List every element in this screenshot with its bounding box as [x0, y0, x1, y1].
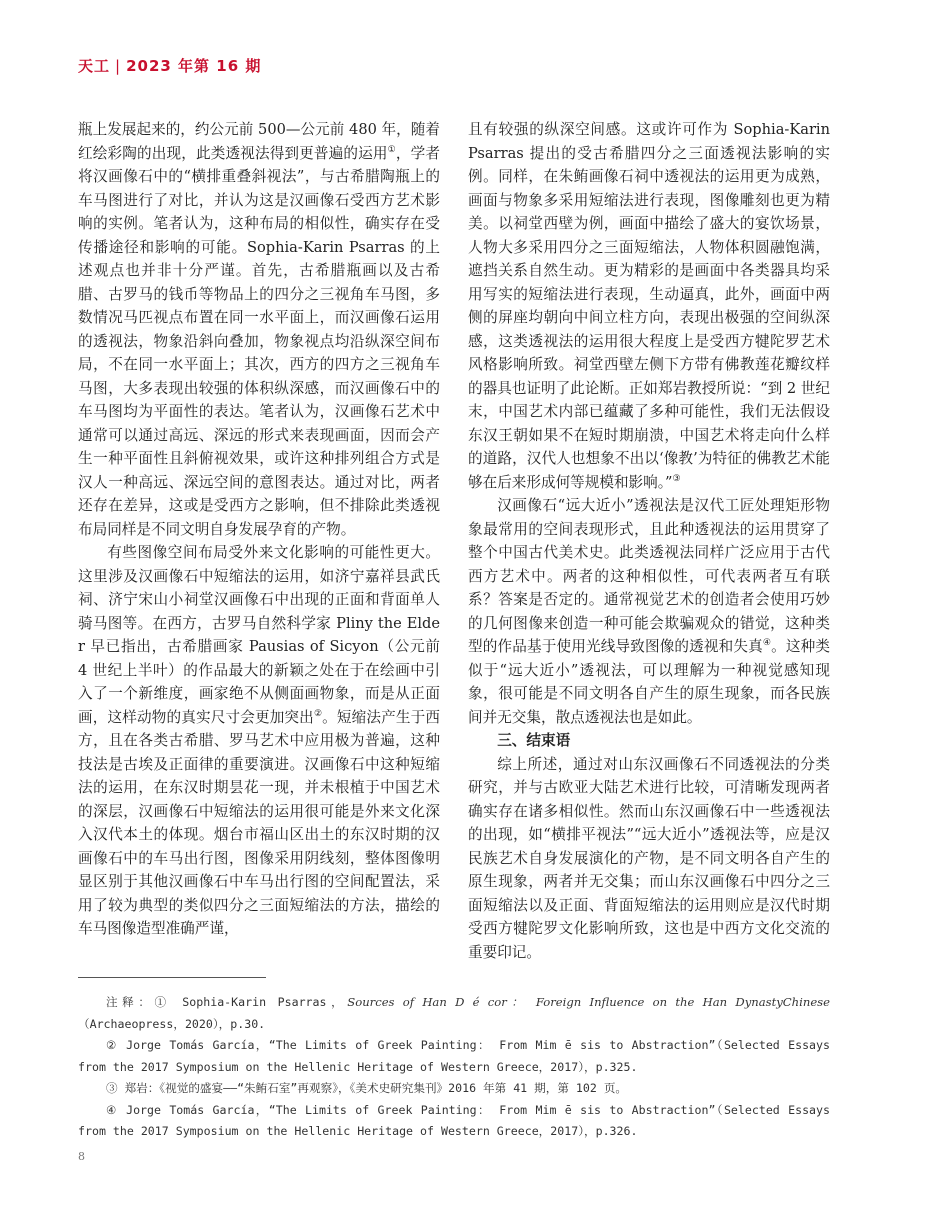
footnote-2: ② Jorge Tomás García，“The Limits of Greek Painting： From Mim ē sis to Abstraction”（Selected Essays from the 2017 Symposium on the Hellenic Heritage of Western Greece，2017），p.325.	[78, 1038, 830, 1074]
footnote-1: 注释：① Sophia-Karin Psarras，Sources of Han D é cor： Foreign Influence on the Han DynastyChinese（Archaeopress，2020），p.30.	[78, 995, 830, 1031]
footnote-4: ④ Jorge Tomás García，“The Limits of Greek Painting： From Mim ē sis to Abstraction”（Selected Essays from the 2017 Symposium on the Hellenic Heritage of Western Greece，2017），p.326.	[78, 1102, 830, 1138]
page-number: 8	[78, 1150, 85, 1163]
right-paragraph-3: 综上所述，通过对山东汉画像石不同透视法的分类研究，并与古欧亚大陆艺术进行比较，可清晰发现两者确实存在诸多相似性。然而山东汉画像石中一些透视法的出现，如“横排平视法”“远大近小”透视法等，应是汉民族艺术自身发展演化的产物，是不同文明各自产生的原生现象，两者并无交集；而山东汉画像石中四分之三面短缩法以及正面、背面短缩法的运用则应是汉代时期受西方犍陀罗文化影响所致，这也是中西方文化交流的重要印记。	[468, 755, 830, 961]
right-paragraph-2: 汉画像石“远大近小”透视法是汉代工匠处理矩形物象最常用的空间表现形式，且此种透视法的运用贯穿了整个中国古代美术史。此类透视法同样广泛应用于古代西方艺术中。两者的这种相似性，可代表两者互有联系？答案是否定的。通常视觉艺术的创造者会使用巧妙的几何图像来创造一种可能会欺骗观众的错觉，这种类型的作品基于使用光线导致图像的透视和失真④。这种类似于“远大近小”透视法，可以理解为一种视觉感知现象，很可能是不同文明各自产生的原生现象，而各民族间并无交集，散点透视法也是如此。	[468, 497, 830, 726]
footnotes	[78, 992, 830, 1143]
right-paragraph-1: 且有较强的纵深空间感。这或许可作为 Sophia-Karin Psarras 提出的受古希腊四分之三面透视法影响的实例。同样，在朱鲔画像石祠中透视法的运用更为成熟，画面与物象多采用短缩法进行表现，图像雕刻也更为精美。以祠堂西壁为例，画面中描绘了盛大的宴饮场景，人物大多采用四分之三面短缩法，人物体积圆融饱满，遮挡关系自然生动。更为精彩的是画面中各类器具均采用写实的短缩法进行表现，生动逼真，此外，画面中两侧的屏座均朝向中间立柱方向，表现出极强的空间纵深感，这类透视法的运用很大程度上是受西方犍陀罗艺术风格影响所致。祠堂西壁左侧下方带有佛教莲花瓣纹样的器具也证明了此论断。正如郑岩教授所说：“到 2 世纪末，中国艺术内部已蕴藏了多种可能性，我们无法假设东汉王朝如果不在短时期崩溃，中国艺术将走向什么样的道路，汉代人也想象不出以‘像教’为特征的佛教艺术能够在后来形成何等规模和影响。”③	[468, 121, 830, 491]
header-separator: |	[115, 57, 122, 75]
journal-header	[78, 55, 261, 76]
left-column	[78, 118, 440, 941]
left-paragraph-2: 有些图像空间布局受外来文化影响的可能性更大。这里涉及汉画像石中短缩法的运用，如济宁嘉祥县武氏祠、济宁宋山小祠堂汉画像石中出现的正面和背面单人骑马图等。在西方，古罗马自然科学家 Pliny the Elder 早已指出，古希腊画家 Pausias of Sicyon（公元前 4 世纪上半叶）的作品最大的新颖之处在于在绘画中引入了一个新维度，画家绝不从侧面画物象，而是从正面画，这样动物的真实尺寸会更加突出②。短缩法产生于西方，且在各类古希腊、罗马艺术中应用极为普遍，这种技法是古埃及正面律的重要演进。汉画像石中这种短缩法的运用，在东汉时期昙花一现，并未根植于中国艺术的深层，汉画像石中短缩法的运用很可能是外来文化深入汉代本土的体现。烟台市福山区出土的东汉时期的汉画像石中的车马出行图，图像采用阴线刻，整体图像明显区别于其他汉画像石中车马出行图的空间配置法，采用了较为典型的类似四分之三面短缩法的方法，描绘的车马图像造型准确严谨，	[78, 544, 440, 937]
footnote-ref-1[interactable]: ①	[387, 144, 396, 155]
section-heading: 三、结束语	[497, 732, 571, 749]
journal-title: 天工	[78, 57, 111, 75]
footnote-ref-3[interactable]: ③	[672, 473, 681, 484]
footnote-divider	[78, 977, 266, 978]
left-paragraph-1: 瓶上发展起来的，约公元前 500—公元前 480 年，随着红绘彩陶的出现，此类透视法得到更普遍的运用①，学者将汉画像石中的“横排重叠斜视法”，与古希腊陶瓶上的车马图进行了对比，并认为这是汉画像石受西方艺术影响的实例。笔者认为，这种布局的相似性，确实存在受传播途径和影响的可能。Sophia-Karin Psarras 的上述观点也并非十分严谨。首先，古希腊瓶画以及古希腊、古罗马的钱币等物品上的四分之三视角车马图，多数情况马匹视点布置在同一水平面上，而汉画像石运用的透视法，物象沿斜向叠加，物象视点均沿纵深空间布局，不在同一水平面上；其次，西方的四方之三视角车马图，大多表现出较强的体积纵深感，而汉画像石中的车马图均为平面性的表达。笔者认为，汉画像石艺术中通常可以通过高远、深远的形式来表现画面，因而会产生一种平面性且斜俯视效果，或许这种排列组合方式是汉人一种高远、深远空间的意图表达。通过对比，两者还存在差异，这或是受西方之影响，但不排除此类透视布局同样是不同文明自身发展孕育的产物。	[78, 121, 440, 538]
footnote-label: 注释：	[106, 995, 155, 1009]
right-column	[468, 118, 830, 964]
journal-issue: 2023 年第 16 期	[126, 57, 262, 75]
footnote-1-book-title: Sources of Han D é cor： Foreign Influence on the Han DynastyChinese	[347, 995, 830, 1009]
footnote-3: ③ 郑岩：《视觉的盛宴——“朱鲔石室”再观察》，《美术史研究集刊》2016 年第 41 期，第 102 页。	[106, 1081, 628, 1095]
footnote-ref-2[interactable]: ②	[313, 708, 323, 719]
footnote-ref-4[interactable]: ④	[762, 638, 772, 649]
